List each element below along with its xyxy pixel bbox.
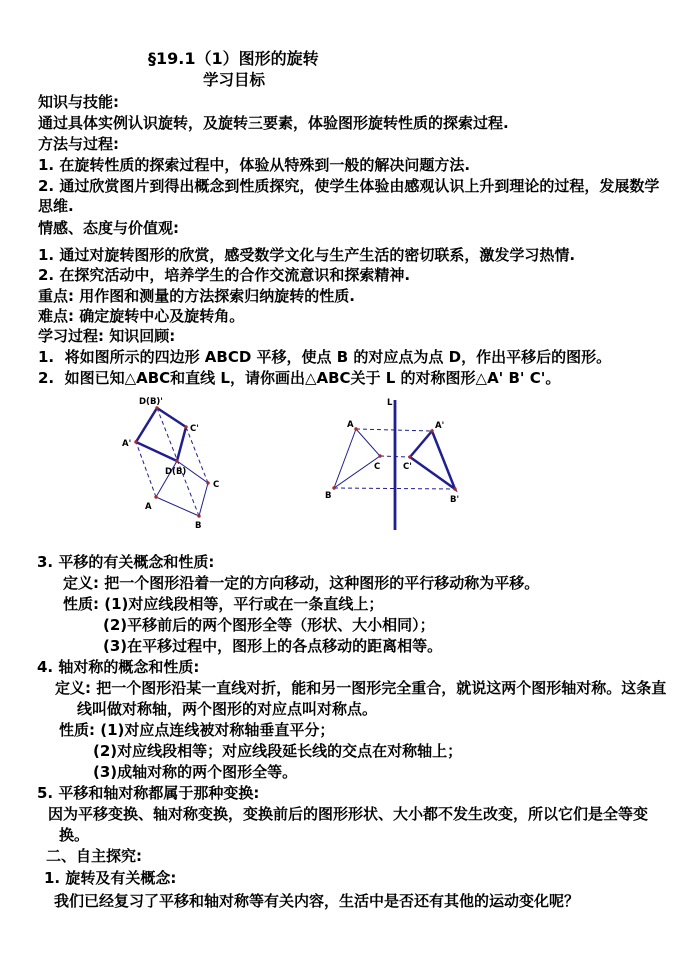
vertex-label-d: D(B) — [165, 467, 187, 477]
text-line-knowledge-heading: 知识与技能: — [38, 93, 119, 111]
text-line: 线叫做对称轴，两个图形的对应点叫对称点。 — [77, 700, 378, 718]
text-line: 定义: 把一个图形沿某一直线对折，能和另一图形完全重合，就说这两个图形轴对称。这条直 — [55, 679, 667, 697]
text-line-question-2: 2. 如图已知△ABC和直线 L，请你画出△ABC关于 L 的对称图形△A' B' C'。 — [38, 369, 561, 387]
vertex-dot — [332, 486, 335, 489]
vertex-label-c: C — [213, 480, 220, 490]
text-line: 性质: (1)对应线段相等，平行或在一条直线上； — [63, 595, 384, 613]
vertex-dot — [453, 487, 456, 490]
vertex-label-c: C — [374, 462, 381, 472]
text-line: (2)平移前后的两个图形全等（形状、大小相同）； — [103, 616, 435, 634]
text-line-method-heading: 方法与过程: — [38, 135, 119, 153]
vertex-label-a: A — [145, 502, 152, 512]
original-triangle-abc — [334, 429, 380, 488]
text-line-process-heading: 学习过程: 知识回顾: — [38, 327, 176, 345]
figure-reflection-triangle — [325, 393, 475, 535]
axis-label-l: L — [387, 398, 393, 408]
text-line: 我们已经复习了平移和轴对称等有关内容，生活中是否还有其他的运动变化呢？ — [54, 892, 580, 910]
correspondence-dashed-c — [380, 456, 410, 457]
text-line: (3)在平移过程中，图形上的各点移动的距离相等。 — [103, 637, 443, 655]
page-title: §19.1（1）图形的旋转 — [148, 49, 319, 68]
text-line: 换。 — [59, 826, 90, 844]
vertex-dot — [206, 481, 209, 484]
vertex-dot — [430, 429, 433, 432]
page-subtitle: 学习目标 — [203, 71, 266, 89]
vertex-label-d-image: D(B)' — [139, 397, 163, 407]
text-line-section-3: 3. 平移的有关概念和性质: — [37, 553, 215, 571]
text-line: 因为平移变换、轴对称变换，变换前后的图形形状、大小都不发生改变，所以它们是全等变 — [48, 805, 649, 823]
vertex-label-b-image: B' — [450, 495, 460, 505]
text-line: 2. 在探究活动中，培养学生的合作交流意识和探索精神. — [38, 266, 411, 284]
vertex-label-a-image: A' — [122, 439, 132, 449]
vertex-dot — [134, 440, 137, 443]
text-line: 1. 旋转及有关概念: — [44, 869, 177, 887]
vertex-label-b: B — [325, 491, 332, 501]
text-line-question-1: 1. 将如图所示的四边形 ABCD 平移，使点 B 的对应点为点 D，作出平移后的图形。 — [38, 348, 612, 366]
vertex-label-a: A — [347, 420, 354, 430]
vertex-dot — [378, 454, 381, 457]
text-line: 2. 通过欣赏图片到得出概念到性质探究，使学生体验由感观认识上升到理论的过程，发展数学 — [38, 177, 660, 195]
text-line-section-4: 4. 轴对称的概念和性质: — [37, 658, 200, 676]
vertex-label-c-image: C' — [403, 462, 412, 472]
text-line: 1. 通过对旋转图形的欣赏，感受数学文化与生产生活的密切联系，激发学习热情. — [38, 246, 576, 264]
translated-quadrilateral — [136, 408, 186, 461]
vertex-dot — [197, 514, 200, 517]
figure-translation-quadrilateral — [110, 392, 280, 542]
text-line: (2)对应线段相等；对应线段延长线的交点在对称轴上； — [93, 742, 463, 760]
vertex-dot — [154, 495, 157, 498]
text-line: 定义: 把一个图形沿着一定的方向移动，这种图形的平行移动称为平移。 — [63, 574, 540, 592]
text-line-section-explore: 二、自主探究: — [46, 847, 142, 865]
vertex-dot — [354, 427, 357, 430]
text-line: (3)成轴对称的两个图形全等。 — [93, 763, 298, 781]
text-line-key-point: 重点: 用作图和测量的方法探索归纳旋转的性质. — [38, 287, 355, 305]
text-line-difficult-point: 难点: 确定旋转中心及旋转角。 — [38, 307, 245, 325]
text-line-emotion-heading: 情感、态度与价值观: — [38, 219, 179, 237]
vertex-dot — [184, 425, 187, 428]
text-line-section-5: 5. 平移和轴对称都属于那种变换: — [37, 784, 260, 802]
vertex-label-a-image: A' — [435, 421, 445, 431]
text-line: 1. 在旋转性质的探索过程中，体验从特殊到一般的解决问题方法. — [38, 156, 471, 174]
text-line: 思维. — [38, 197, 74, 215]
vertex-dot — [408, 455, 411, 458]
text-line: 性质: (1)对应点连线被对称轴垂直平分； — [59, 721, 335, 739]
vertex-label-b: B — [195, 521, 202, 531]
text-line: 通过具体实例认识旋转，及旋转三要素，体验图形旋转性质的探索过程. — [38, 114, 509, 132]
vertex-dot — [175, 459, 178, 462]
vertex-label-c-image: C' — [190, 424, 199, 434]
reflected-triangle — [410, 431, 455, 489]
